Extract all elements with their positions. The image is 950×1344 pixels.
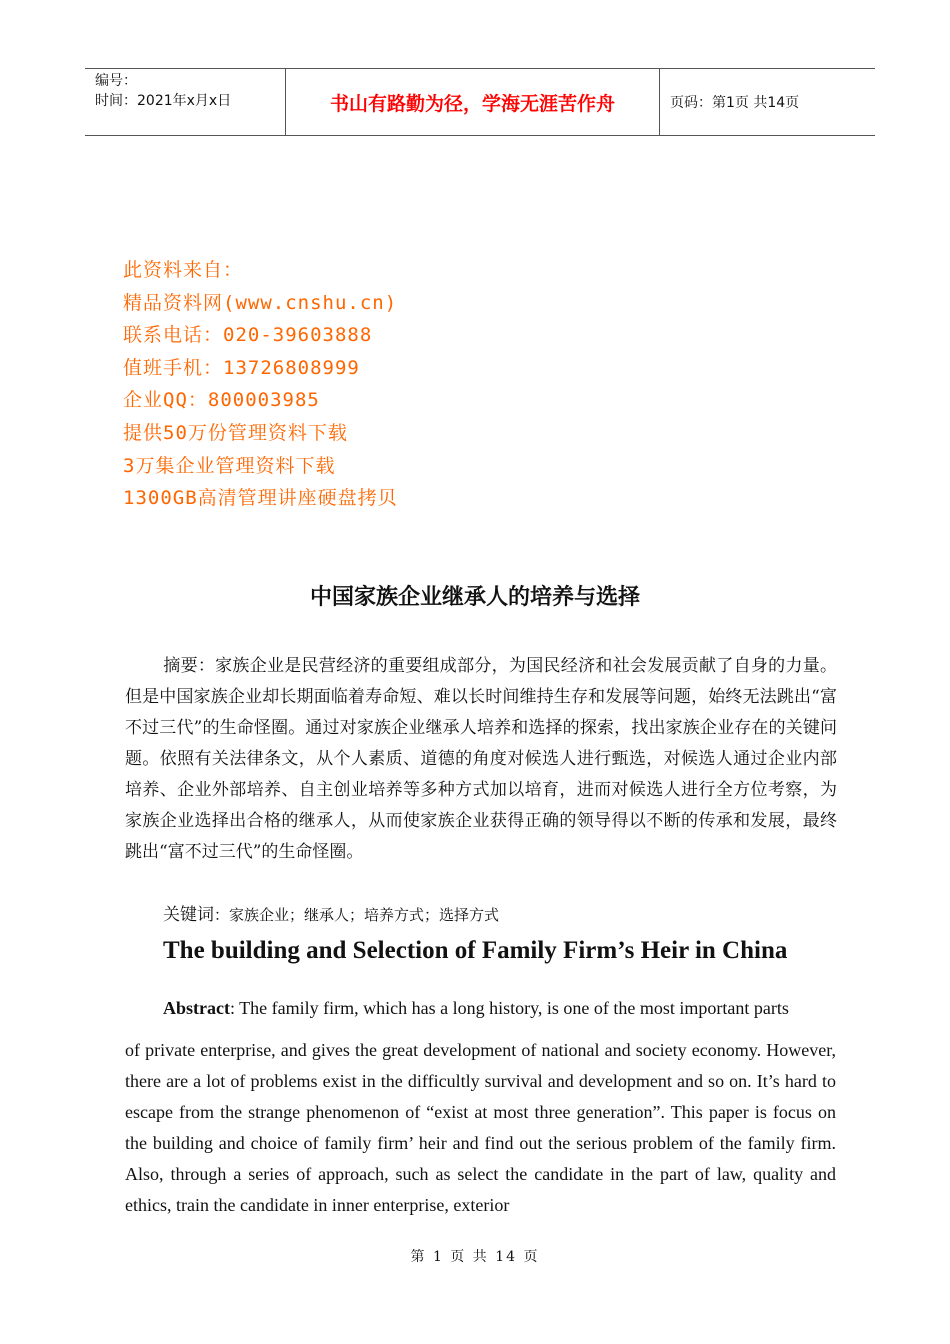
promo-line: 精品资料网(www.cnshu.cn) — [123, 291, 398, 314]
header-motto: 书山有路勤为径，学海无涯苦作舟 — [286, 69, 660, 135]
header-time: 时间：2021年x月x日 — [95, 93, 232, 109]
keywords-label: 关键词 — [163, 905, 214, 925]
promo-line: 此资料来自： — [123, 259, 244, 281]
abstract-english — [125, 993, 836, 1221]
abstract-english-text: of private enterprise, and gives the great development of national and society economy. However, there are a lot of problems exist in the difficultly survival and development and so on. It’s hard to escape from the strange phenomenon of “exist at most three generation”. This paper is focus on the building and choice of family firm’ heir and find out the serious problem of the family firm. Also, through a series of approach, such as select the candidate in the part of law, quality and ethics, train the candidate in inner enterprise, exterior — [125, 1040, 836, 1215]
header-meta — [85, 69, 286, 135]
abstract-chinese-label: 摘要 — [163, 656, 198, 676]
promo-line: 联系电话：020-39603888 — [123, 324, 373, 347]
promo-line: 提供50万份管理资料下载 — [123, 421, 348, 444]
promo-line: 值班手机：13726808999 — [123, 356, 360, 379]
title-english: The building and Selection of Family Firm’s Heir in China — [163, 937, 788, 964]
document-header — [85, 68, 875, 136]
promo-block — [123, 254, 398, 515]
abstract-english-first-line — [125, 993, 836, 1024]
abstract-english-label: Abstract — [163, 998, 230, 1018]
abstract-chinese — [125, 651, 837, 868]
title-chinese: 中国家族企业继承人的培养与选择 — [309, 585, 640, 610]
promo-line: 3万集企业管理资料下载 — [123, 454, 336, 477]
keywords-text: ：家族企业；继承人；培养方式；选择方式 — [214, 906, 500, 924]
keywords-chinese — [163, 900, 499, 925]
abstract-english-first-text: : The family firm, which has a long history, is one of the most important parts — [229, 998, 789, 1018]
header-number: 编号： — [95, 73, 137, 89]
page-footer: 第 1 页 共 14 页 — [410, 1249, 540, 1265]
promo-line: 企业QQ：800003985 — [123, 389, 320, 412]
header-page-info: 页码：第1页 共14页 — [670, 95, 800, 111]
promo-line: 1300GB高清管理讲座硬盘拷贝 — [123, 487, 398, 510]
abstract-chinese-text: ：家族企业是民营经济的重要组成部分，为国民经济和社会发展贡献了自身的力量。但是中国家族企业却长期面临着寿命短、难以长时间维持生存和发展等问题，始终无法跳出“富不过三代”的生命怪圈。通过对家族企业继承人培养和选择的探索，找出家族企业存在的关键问题。依照有关法律条文，从个人素质、道德的角度对候选人进行甄选，对候选人通过企业内部培养、企业外部培养、自主创业培养等多种方式加以培育，进而对候选人进行全方位考察，为家族企业选择出合格的继承人，从而使家族企业获得正确的领导得以不断的传承和发展，最终跳出“富不过三代”的生命怪圈。 — [125, 656, 838, 862]
